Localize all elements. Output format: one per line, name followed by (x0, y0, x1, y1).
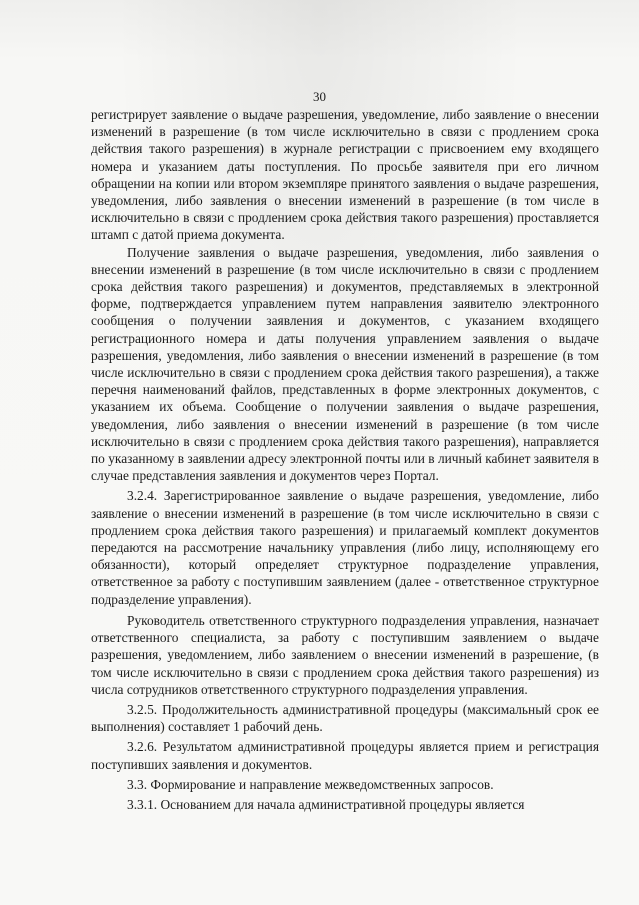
paragraph-head-assigns-specialist: Руководитель ответственного структурного подразделения управления, назначает ответственного специалиста, за работу с поступившим заявлением о выдаче разрешения, уведомлением, либо заявлением о внесении изменений в разрешение, (в том числе исключительно в связи с продлением срока действия такого разрешения) из числа сотрудников ответственного структурного подразделения управления. (91, 612, 599, 697)
paragraph-3-2-4: 3.2.4. Зарегистрированное заявление о выдаче разрешения, уведомление, либо заявление о внесении изменений в разрешение (в том числе исключительно в связи с продлением срока действия такого разрешения) и прилагаемый комплект документов передаются на рассмотрение начальнику управления (либо лицу, исполняющему его обязанности), который определяет структурное подразделение управления, ответственное за работу с поступившим заявлением (далее - ответственное структурное подразделение управления). (91, 488, 599, 607)
document-body (91, 106, 599, 813)
paragraph-electronic-receipt: Получение заявления о выдаче разрешения, уведомления, либо заявления о внесении изменений в разрешение (в том числе исключительно в связи с продлением срока действия такого разрешения) и документов, представляемых в электронной форме, подтверждается управлением путем направления заявителю электронного сообщения о получении заявления и документов, с указанием входящего регистрационного номера и даты получения управлением заявления о выдаче разрешения, уведомления, либо заявления о внесении изменений в разрешение (в том числе исключительно в связи с продлением срока действия такого разрешения), а также перечня наименований файлов, представленных в форме электронных документов, с указанием их объема. Сообщение о получении заявления о выдаче разрешения, уведомления, либо заявления о внесении изменений в разрешение (в том числе исключительно в связи с продлением срока действия такого разрешения), направляется по указанному в заявлении адресу электронной почты или в личный кабинет заявителя в случае представления заявления и документов через Портал. (91, 244, 599, 484)
paragraph-3-2-5: 3.2.5. Продолжительность административной процедуры (максимальный срок ее выполнения) составляет 1 рабочий день. (91, 701, 599, 735)
section-heading-3-3: 3.3. Формирование и направление межведомственных запросов. (127, 776, 494, 792)
paragraph-3-2-6: 3.2.6. Результатом административной процедуры является прием и регистрация поступивших заявления и документов. (91, 739, 599, 772)
paragraph-3-3-1: 3.3.1. Основанием для начала административной процедуры является (127, 796, 525, 812)
page-number: 30 (313, 89, 326, 104)
paragraph-registration: регистрирует заявление о выдаче разрешения, уведомление, либо заявление о внесении изменений в разрешение (в том числе исключительно в связи с продлением срока действия такого разрешения) в журнале регистрации с присвоением ему входящего номера и указанием даты поступления. По просьбе заявителя при его личном обращении на копии или втором экземпляре принятого заявления о выдаче разрешения, уведомления, либо заявления о внесении изменений в разрешение (в том числе в исключительно в связи с продлением срока действия такого разрешения) проставляется штамп с датой приема документа. (91, 107, 599, 243)
